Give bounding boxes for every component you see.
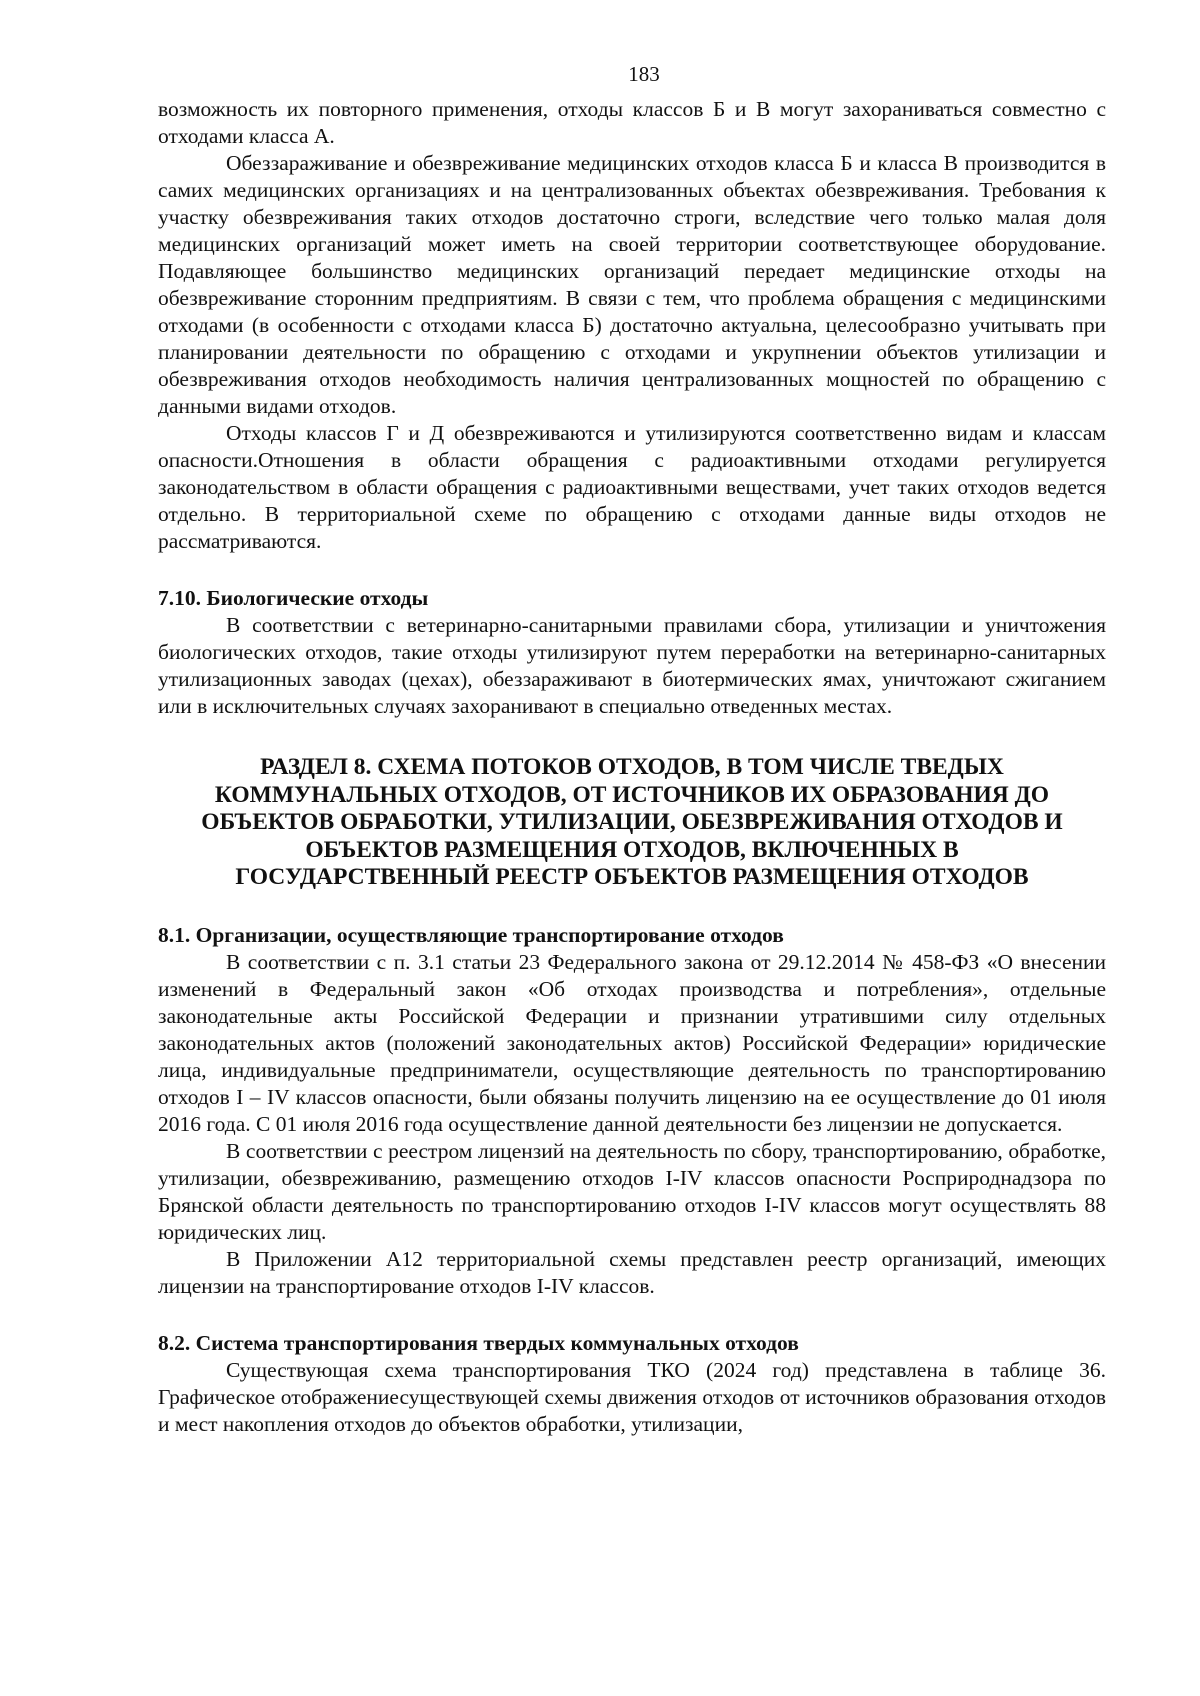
paragraph-medical-waste-disinfection: Обеззараживание и обезвреживание медицинских отходов класса Б и класса В производится в самих медицинских организациях и на централизованных объектах обезвреживания. Требования к участку обезвреживания таких отходов достаточно строги, вследствие чего только малая доля медицинских организаций может иметь на своей территории соответствующее оборудование. Подавляющее большинство медицинских организаций передает медицинские отходы на обезвреживание сторонним предприятиям. В связи с тем, что проблема обращения с медицинскими отходами (в особенности с отходами класса Б) достаточно актуальна, целесообразно учитывать при планировании деятельности по обращению с отходами и укрупнении объектов утилизации и обезвреживания отходов необходимость наличия централизованных мощностей по обращению с данными видами отходов. (158, 151, 1106, 418)
section-8-1-heading: 8.1. Организации, осуществляющие транспортирование отходов (158, 922, 784, 947)
section-8-2-heading: 8.2. Система транспортирования твердых коммунальных отходов (158, 1330, 799, 1355)
paragraph-continuation: возможность их повторного применения, отходы классов Б и В могут захораниваться совместно с отходами класса А. (158, 97, 1106, 148)
page-number: 183 (628, 62, 660, 86)
section-8-heading-line: КОММУНАЛЬНЫХ ОТХОДОВ, ОТ ИСТОЧНИКОВ ИХ ОБРАЗОВАНИЯ ДО (214, 781, 1050, 808)
section-7-10-paragraph: В соответствии с ветеринарно-санитарными правилами сбора, утилизации и уничтожения биологических отходов, такие отходы утилизируют путем переработки на ветеринарно-санитарных утилизационных заводах (цехах), обеззараживают в биотермических ямах, уничтожают сжиганием или в исключительных случаях захоранивают в специально отведенных местах. (158, 613, 1106, 718)
section-7-10-heading: 7.10. Биологические отходы (158, 586, 429, 610)
section-8-2-paragraph: Существующая схема транспортирования ТКО (2024 год) представлена в таблице 36. Графическое отображениесуществующей схемы движения отходов от источников образования отходов и мест накопления отходов до объектов обработки, утилизации, (158, 1357, 1106, 1436)
section-8-1-paragraph-law: В соответствии с п. 3.1 статьи 23 Федерального закона от 29.12.2014 № 458-ФЗ «О внесении изменений в Федеральный закон «Об отходах производства и потребления», отдельные законодательные акты Российской Федерации и признании утратившими силу отдельных законодательных актов (положений законодательных актов) Российской Федерации» юридические лица, индивидуальные предприниматели, осуществляющие деятельность по транспортированию отходов I – IV классов опасности, были обязаны получить лицензию на ее осуществление до 01 июля 2016 года. С 01 июля 2016 года осуществление данной деятельности без лицензии не допускается. (158, 949, 1106, 1136)
section-8-heading-line: РАЗДЕЛ 8. СХЕМА ПОТОКОВ ОТХОДОВ, В ТОМ ЧИСЛЕ ТВЕДЫХ (260, 754, 1004, 780)
section-8-heading-line: ГОСУДАРСТВЕННЫЙ РЕЕСТР ОБЪЕКТОВ РАЗМЕЩЕНИЯ ОТХОДОВ (235, 864, 1029, 890)
section-8-heading-line: ОБЪЕКТОВ РАЗМЕЩЕНИЯ ОТХОДОВ, ВКЛЮЧЕННЫХ В (305, 836, 959, 863)
section-8-1-paragraph-registry: В соответствии с реестром лицензий на деятельность по сбору, транспортированию, обработке, утилизации, обезвреживанию, размещению отходов I-IV классов опасности Росприроднадзора по Брянской области деятельность по транспортированию отходов I-IV классов могут осуществлять 88 юридических лиц. (158, 1138, 1106, 1244)
paragraph-waste-classes-g-d: Отходы классов Г и Д обезвреживаются и утилизируются соответственно видам и классам опасности.Отношения в области обращения с радиоактивными отходами регулируется законодательством в области обращения с радиоактивными веществами, учет таких отходов ведется отдельно. В территориальной схеме по обращению с отходами данные виды отходов не рассматриваются. (158, 421, 1106, 553)
document-page (158, 60, 1106, 1438)
section-8-1-paragraph-appendix: В Приложении А12 территориальной схемы представлен реестр организаций, имеющих лицензии на транспортирование отходов I-IV классов. (158, 1246, 1106, 1298)
section-8-heading (158, 754, 1106, 892)
section-8-heading-line: ОБЪЕКТОВ ОБРАБОТКИ, УТИЛИЗАЦИИ, ОБЕЗВРЕЖИВАНИЯ ОТХОДОВ И (201, 809, 1063, 835)
